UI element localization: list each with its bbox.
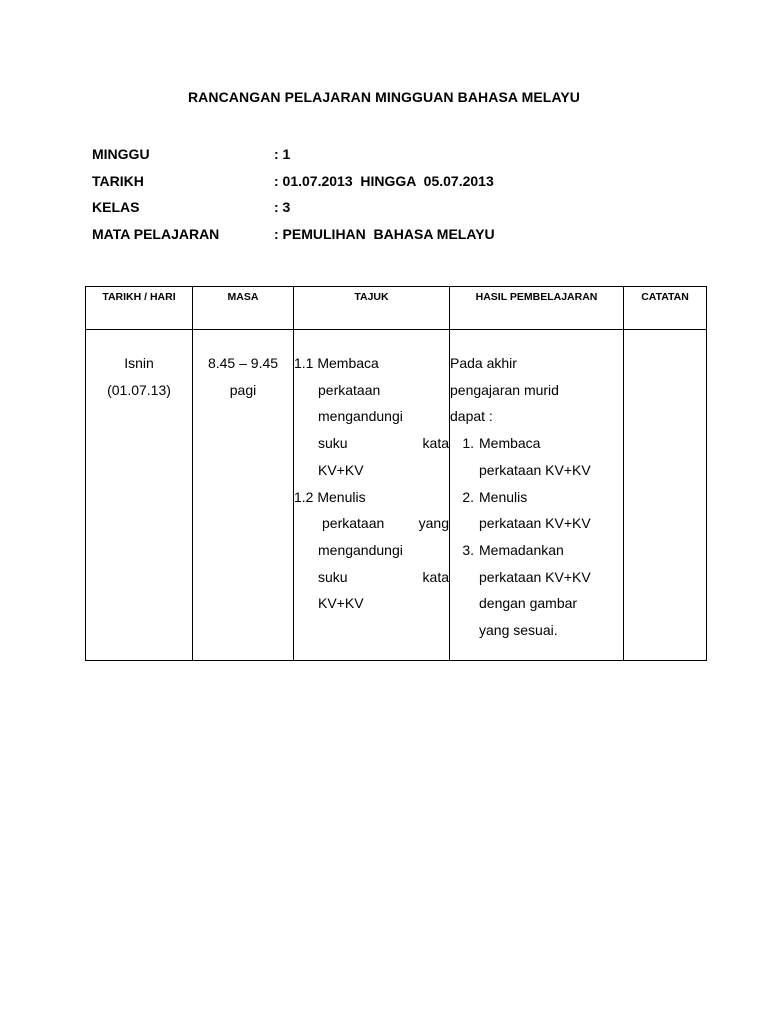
outcome-item: 3. Memadankan [462, 541, 564, 558]
header-tajuk: TAJUK [294, 287, 450, 330]
outcome-intro-line: dapat : [450, 408, 493, 425]
day-text: Isnin [124, 355, 154, 371]
outcome-line: yang sesuai. [479, 622, 558, 639]
cell-masa [193, 330, 294, 661]
topic-line: perkataan [318, 381, 381, 398]
table-row [86, 330, 707, 661]
date-text: (01.07.13) [107, 381, 171, 398]
cell-tajuk [294, 330, 450, 661]
meta-value: : 3 [274, 199, 291, 215]
outcome-line: dengan gambar [479, 595, 578, 612]
topic-line: perkataan yang [322, 515, 449, 532]
meta-label: TARIKH [92, 173, 144, 189]
meta-label: MATA PELAJARAN [92, 226, 220, 242]
topic-line: mengandungi [318, 541, 403, 558]
document-title: RANCANGAN PELAJARAN MINGGUAN BAHASA MELAYU [187, 89, 581, 105]
topic-line: KV+KV [318, 595, 364, 612]
outcome-intro-line: pengajaran murid [450, 381, 559, 398]
meta-value: : 1 [274, 146, 291, 162]
outcome-line: perkataan KV+KV [479, 461, 591, 478]
topic-line: mengandungi [318, 408, 403, 425]
cell-hasil-pembelajaran [450, 330, 624, 661]
table-header-row [86, 287, 707, 330]
meta-label: KELAS [92, 199, 140, 215]
time-period-text: pagi [229, 381, 257, 398]
cell-catatan [624, 330, 707, 661]
cell-tarikh [86, 330, 193, 661]
meta-value: : PEMULIHAN BAHASA MELAYU [274, 226, 495, 242]
outcome-line: perkataan KV+KV [479, 568, 591, 585]
time-range-text: 8.45 – 9.45 [207, 355, 279, 371]
outcome-item: 2. Menulis [462, 488, 528, 505]
header-tarikh-hari: TARIKH / HARI [86, 287, 193, 330]
topic-line: KV+KV [318, 461, 364, 478]
header-catatan: CATATAN [624, 287, 707, 330]
topic-line: suku kata [318, 568, 449, 585]
topic-heading: 1.1 Membaca [294, 355, 379, 371]
lesson-plan-table [85, 286, 707, 661]
meta-label: MINGGU [92, 146, 150, 162]
header-masa: MASA [193, 287, 294, 330]
header-hasil-pembelajaran: HASIL PEMBELAJARAN [450, 287, 624, 330]
outcome-intro-line: Pada akhir [450, 355, 517, 371]
topic-line: suku kata [318, 435, 449, 452]
topic-heading: 1.2 Menulis [294, 488, 366, 505]
meta-value: : 01.07.2013 HINGGA 05.07.2013 [274, 173, 494, 189]
outcome-line: perkataan KV+KV [479, 515, 591, 532]
outcome-item: 1. Membaca [462, 435, 541, 452]
